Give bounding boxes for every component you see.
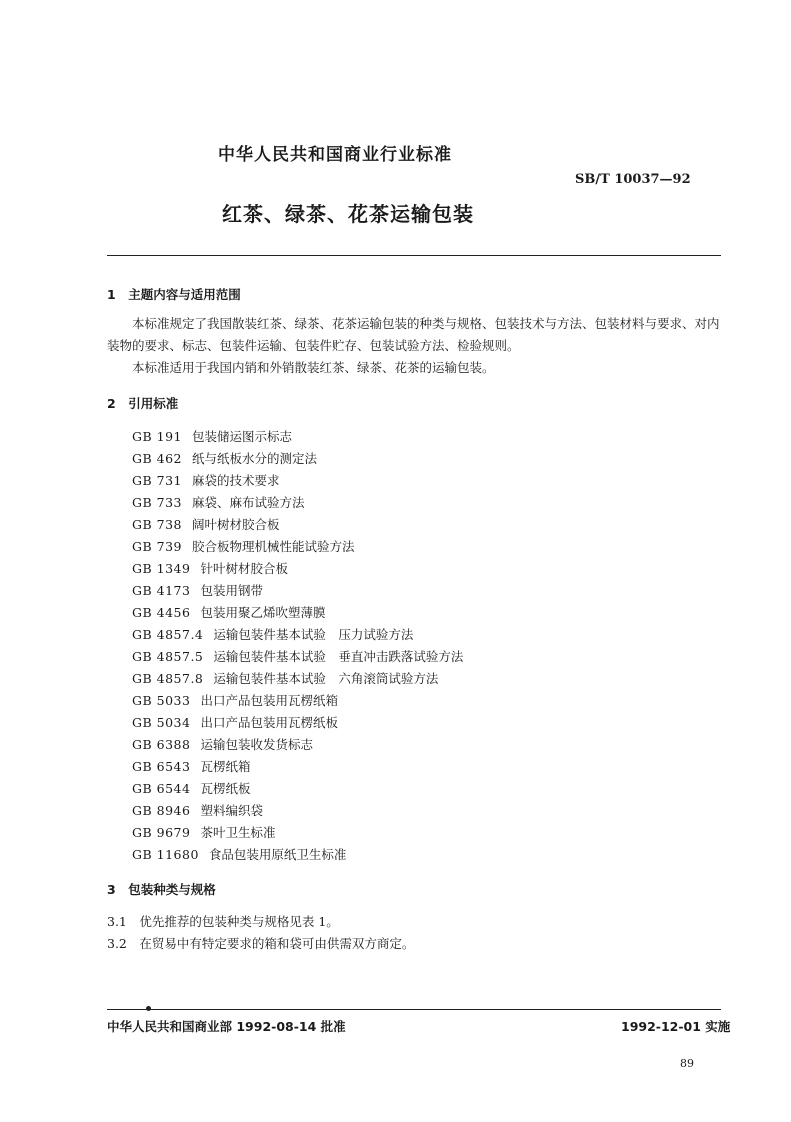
section-1-body: [107, 313, 721, 379]
reference-code: GB 4857.5: [132, 649, 204, 664]
list-item: [132, 756, 463, 778]
reference-code: GB 1349: [132, 561, 191, 576]
list-item: [132, 602, 463, 624]
reference-title: 针叶树材胶合板: [200, 561, 288, 576]
reference-code: GB 9679: [132, 825, 191, 840]
document-title: 红茶、绿茶、花茶运输包装: [222, 202, 474, 226]
list-item: [132, 580, 463, 602]
reference-title: 运输包装件基本试验 垂直冲击跌落试验方法: [213, 649, 464, 664]
reference-title: 出口产品包装用瓦楞纸箱: [200, 693, 338, 708]
list-item: [132, 822, 463, 844]
list-item: [132, 778, 463, 800]
reference-title: 麻袋、麻布试验方法: [192, 495, 305, 510]
reference-code: GB 5034: [132, 715, 191, 730]
section-3-item-2: 3.2 在贸易中有特定要求的箱和袋可由供需双方商定。: [107, 936, 415, 951]
reference-title: 麻袋的技术要求: [192, 473, 280, 488]
reference-code: GB 4173: [132, 583, 191, 598]
list-item: [132, 712, 463, 734]
list-item: [132, 514, 463, 536]
reference-code: GB 6544: [132, 781, 191, 796]
reference-code: GB 4456: [132, 605, 191, 620]
list-item: [132, 800, 463, 822]
section-2-heading: 2 引用标准: [107, 396, 179, 411]
reference-title: 纸与纸板水分的测定法: [192, 451, 318, 466]
reference-code: GB 733: [132, 495, 183, 510]
list-item: [132, 558, 463, 580]
reference-title: 瓦楞纸板: [200, 781, 251, 796]
list-item: [132, 448, 463, 470]
reference-code: GB 739: [132, 539, 183, 554]
reference-title: 胶合板物理机械性能试验方法: [192, 539, 355, 554]
list-item: [132, 646, 463, 668]
section-3-heading: 3 包装种类与规格: [107, 882, 216, 897]
reference-code: GB 731: [132, 473, 183, 488]
reference-title: 瓦楞纸箱: [200, 759, 251, 774]
list-item: [132, 470, 463, 492]
issuing-body-title: 中华人民共和国商业行业标准: [218, 145, 452, 165]
reference-code: GB 5033: [132, 693, 191, 708]
approval-statement: 中华人民共和国商业部 1992-08-14 批准: [107, 1019, 346, 1034]
list-item: [132, 492, 463, 514]
reference-code: GB 6388: [132, 737, 191, 752]
reference-code: GB 738: [132, 517, 183, 532]
reference-code: GB 4857.8: [132, 671, 204, 686]
reference-title: 运输包装件基本试验 压力试验方法: [213, 627, 414, 642]
section-3-item-1: 3.1 优先推荐的包装种类与规格见表 1。: [107, 914, 339, 929]
reference-code: GB 462: [132, 451, 183, 466]
reference-code: GB 4857.4: [132, 627, 204, 642]
list-item: [132, 690, 463, 712]
reference-title: 运输包装件基本试验 六角滚筒试验方法: [213, 671, 439, 686]
reference-title: 食品包装用原纸卫生标准: [208, 847, 347, 862]
list-item: [132, 668, 463, 690]
reference-title: 包装用钢带: [200, 583, 263, 598]
reference-title: 阔叶树材胶合板: [192, 517, 280, 532]
standard-number: SB/T 10037—92: [575, 172, 691, 187]
list-item: [132, 844, 463, 866]
header-divider: [107, 255, 721, 256]
section-1-paragraph-2: 本标准适用于我国内销和外销散装红茶、绿茶、花茶的运输包装。: [132, 360, 495, 375]
reference-title: 包装用聚乙烯吹塑薄膜: [200, 605, 326, 620]
reference-title: 出口产品包装用瓦楞纸板: [200, 715, 338, 730]
section-1-paragraph-1: 本标准规定了我国散装红茶、绿茶、花茶运输包装的种类与规格、包装技术与方法、包装材料与要求、对内装物的要求、标志、包装件运输、包装件贮存、包装试验方法、检验规则。: [107, 316, 720, 353]
list-item: [132, 734, 463, 756]
effective-date: 1992-12-01 实施: [621, 1019, 731, 1034]
reference-code: GB 8946: [132, 803, 191, 818]
divider-dot: [146, 1006, 151, 1011]
section-1-heading: 1 主题内容与适用范围: [107, 287, 241, 302]
reference-title: 茶叶卫生标准: [200, 825, 276, 840]
page-number: 89: [680, 1057, 694, 1070]
footer-divider: [107, 1009, 721, 1010]
list-item: [132, 624, 463, 646]
reference-code: GB 11680: [132, 847, 199, 862]
reference-list: [132, 426, 463, 866]
reference-code: GB 191: [132, 429, 183, 444]
list-item: [132, 536, 463, 558]
reference-title: 塑料编织袋: [200, 803, 263, 818]
reference-code: GB 6543: [132, 759, 191, 774]
reference-title: 包装储运图示标志: [192, 429, 293, 444]
reference-title: 运输包装收发货标志: [200, 737, 313, 752]
list-item: [132, 426, 463, 448]
